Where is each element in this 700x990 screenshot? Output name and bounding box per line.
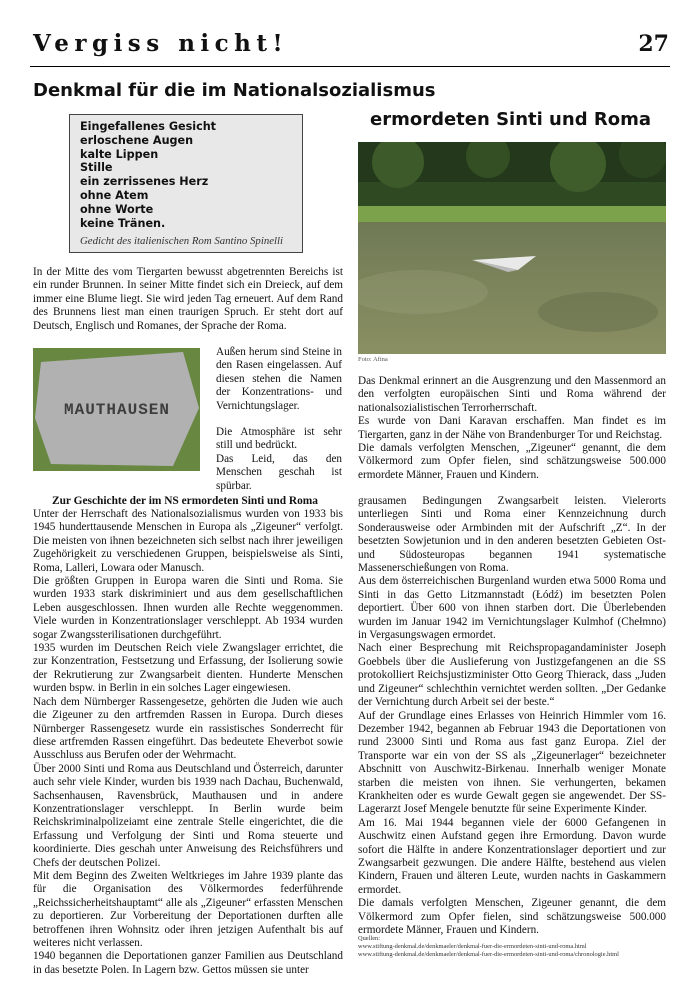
article-title-line1: Denkmal für die im Nationalsozialismus — [33, 80, 436, 101]
sources-block — [358, 935, 678, 960]
side-text-paragraph: Das Leid, das den Menschen geschah ist spürbar. — [216, 452, 342, 492]
memorial-fountain-photo — [358, 142, 666, 354]
history-heading: Zur Geschichte der im NS ermordeten Sinti und Roma — [52, 495, 318, 507]
history-paragraph: Die damals verfolgten Menschen, Zigeuner genannt, die dem Völkermord zum Opfer fielen, sind schätzungsweise 500.000 ermordete Männer, Frauen und Kindern. — [358, 897, 666, 936]
history-paragraph: Nach einer Besprechung mit Reichspropagandaminister Joseph Goebbels über die Auslieferung von Justizgefangenen an die SS protokolliert Reichsjustizminister Otto Georg Thierack, dass „Juden und Zigeuner“ schlechthin vernichtet werden sollten. „Der Gedanke der Vernichtung durch Arbeit sei der beste.“ — [358, 642, 666, 709]
side-text-paragraph: Die Atmosphäre ist sehr still und bedrückt. — [216, 426, 342, 452]
history-paragraph: Die größten Gruppen in Europa waren die Sinti und Roma. Sie wurden 1933 stark diskriminiert und aus dem gesellschaftlichen Leben ausgeschlossen. Ihnen wurden alle Rechte weggenommen. Viele wurden in Konzentrationslager verschleppt. Ab 1934 wurden sogar Zwangssterilisationen durchgeführt. — [33, 575, 343, 641]
history-paragraph: grausamen Bedingungen Zwangsarbeit leisten. Vielerorts unterliegen Sinti und Roma einer Kennzeichnung durch Sonderausweise oder Armbinden mit der Aufschrift „Z“. In der besetzten Sowjetunion und in den anderen besetzten Gebieten Ost- und Südosteuropas begannen 1941 systematische Massenerschießungen von Roma. — [358, 495, 666, 575]
poem-line: Eingefallenes Gesicht — [80, 120, 217, 133]
magazine-title: Vergiss nicht! — [33, 30, 289, 57]
stone-illustration — [33, 348, 200, 471]
fountain-illustration — [358, 142, 666, 354]
source-link[interactable]: www.stiftung-denkmal.de/denkmaeler/denkmal-fuer-die-ermordeten-sinti-und-roma.html — [358, 943, 587, 951]
poem-line: ein zerrissenes Herz — [80, 175, 209, 189]
poem-line: keine Tränen. — [80, 216, 166, 230]
source-link[interactable]: www.stiftung-denkmal.de/denkmaeler/denkmal-fuer-die-ermordeten-sinti-und-roma/chronologie.html — [358, 951, 619, 959]
mauthausen-stone-image — [33, 348, 200, 471]
history-column-2 — [358, 495, 666, 937]
poem-line: Stille — [80, 161, 113, 175]
description-paragraph: Die damals verfolgten Menschen, „Zigeuner“ genannt, die dem Völkermord zum Opfer fielen, sind schätzungsweise 500.000 ermordete Männer, Frauen und Kindern. — [358, 442, 666, 481]
history-paragraph: Mit dem Beginn des Zweiten Weltkrieges im Jahre 1939 plante das für die Organisation des Völkermordes federführende „Reichssicherheitshauptamt“ alle als „Zigeuner“ erfassten Menschen zu deportieren. Zur Vorbereitung der Deportationen durften alle betroffenen ihren Wohnsitz oder ihren jetzigen Aufenthalt bis auf weiteres nicht verlassen. — [33, 869, 343, 949]
article-title-line2: ermordeten Sinti und Roma — [370, 109, 651, 130]
history-paragraph: Nach dem Nürnberger Rassengesetze, gehörten die Juden wie auch die Zigeuner zu den artfremden Rassen in Europa. Durch dieses Nürnberger Rassengesetz wurde ein rassistisches Sonderrecht für diese artfremden Rassen eingeführt. Das bedeutete Eheverbot sowie Ausschluss aus Berufen oder der Wehrmacht. — [33, 695, 343, 762]
memorial-description — [358, 375, 666, 482]
history-paragraph: Auf der Grundlage eines Erlasses von Heinrich Himmler vom 16. Dezember 1942, begannen ab Februar 1943 die Deportationen von rund 23000 Sinti und Roma aus fast ganz Europa. Ziel der Transporte war ein von der SS als „Zigeunerlager“ bezeichneter Abschnitt von Auschwitz-Birkenau. Innerhalb weniger Monate starben die meisten von ihnen. Sie verhungerten, bekamen Krankheiten oder es wurde Gewalt gegen sie angewendet. Der SS-Lagerarzt Josef Mengele benutzte für seine Experimente Kinder. — [358, 709, 666, 816]
poem-box — [69, 114, 303, 253]
poem-line: ohne Worte — [80, 202, 154, 216]
poem-line: kalte Lippen — [80, 147, 159, 161]
stone-inscription: MAUTHAUSEN — [63, 401, 171, 419]
side-text-paragraph: Außen herum sind Steine in den Rasen eingelassen. Auf diesen stehen die Namen der Konzentrations- und Vernichtungslager. — [216, 346, 342, 412]
history-column-1 — [33, 508, 343, 977]
poem-line: erloschene Augen — [80, 133, 194, 147]
page-number: 27 — [638, 31, 669, 57]
history-paragraph: Am 16. Mai 1944 begannen viele der 6000 Gefangenen in Auschwitz einen Aufstand gegen ihre Ermordung. Davon wurde sofort die Hälfte in andere Konzentrationslager deportiert und zur Zwangsarbeit gezwungen. Die andere Hälfte, bestehend aus vielen Kindern, Frauen und älteren Leute, wurden nachts in Gaskammern ermordet. — [358, 816, 666, 896]
poem-source: Gedicht des italienischen Rom Santino Spinelli — [80, 235, 284, 248]
history-paragraph: 1935 wurden im Deutschen Reich viele Zwangslager errichtet, die zur Konzentration, Festsetzung und Erfassung, der Isolierung sowie der Rekrutierung zur Zwangsarbeit dienten. Hunderte Menschen wurden bspw. in Berlin in ein solches Lager eingewiesen. — [33, 642, 343, 695]
history-paragraph: Unter der Herrschaft des Nationalsozialismus wurden von 1933 bis 1945 hunderttausende Menschen in Europa als „Zigeuner“ verfolgt. Die meisten von ihnen bezeichneten sich selbst nach ihrer jeweiligen Zugehörigkeit zu verschiedenen Gruppen, beispielsweise als Sinti, Roma, Lalleri, Lowara oder Manusch. — [33, 508, 343, 574]
history-paragraph: Aus dem österreichischen Burgenland wurden etwa 5000 Roma und Sinti in das Getto Litzmannstadt (Łódź) im besetzten Polen deportiert. Über 600 von ihnen starben dort. Die Überlebenden wurden im Januar 1942 im Vernichtungslager Kulmhof (Chełmno) in Vergasungswagen ermordet. — [358, 575, 666, 642]
sources-label: Quellen: — [358, 935, 381, 942]
description-paragraph: Das Denkmal erinnert an die Ausgrenzung und den Massenmord an den verfolgten europäischen Sinti und Roma während der nationalsozialistischen Terrorherrschaft. — [358, 375, 666, 414]
description-paragraph: Es wurde von Dani Karavan erschaffen. Man findet es im Tiergarten, ganz in der Nähe von Brandenburger Tor und Reichstag. — [358, 415, 666, 441]
history-paragraph: Über 2000 Sinti und Roma aus Deutschland und Österreich, darunter auch sehr viele Kinder, wurden bis 1939 nach Dachau, Buchenwald, Sachsenhausen, Ravensbrück, Mauthausen und in andere Konzentrationslager verschleppt. In Berlin wurde beim Reichskriminalpolizeiamt eine zentrale Stelle eingerichtet, die die Erfassung und Verfolgung der Sinti und Roma steuerte und koordinierte. Dies geschah unter Anweisung des Reichsführers und Chefs der deutschen Polizei. — [33, 762, 343, 869]
history-paragraph: 1940 begannen die Deportationen ganzer Familien aus Deutschland in das besetzte Polen. In Lagern bzw. Gettos müssen sie unter — [33, 950, 343, 976]
intro-paragraph: In der Mitte des vom Tiergarten bewusst abgetrennten Bereichs ist ein runder Brunnen. In seiner Mitte findet sich ein Dreieck, auf dem immer eine Blume liegt. Sie wird jeden Tag erneuert. Auf dem Rand des Brunnens liest man einen traurigen Spruch. Er steht dort auf Deutsch, Englisch und Romanes, der Sprache der Roma. — [33, 266, 343, 332]
side-text — [216, 346, 342, 493]
photo-credit: Foto: Afina — [358, 356, 388, 363]
poem-line: ohne Atem — [80, 188, 149, 202]
header-rule — [30, 66, 670, 67]
